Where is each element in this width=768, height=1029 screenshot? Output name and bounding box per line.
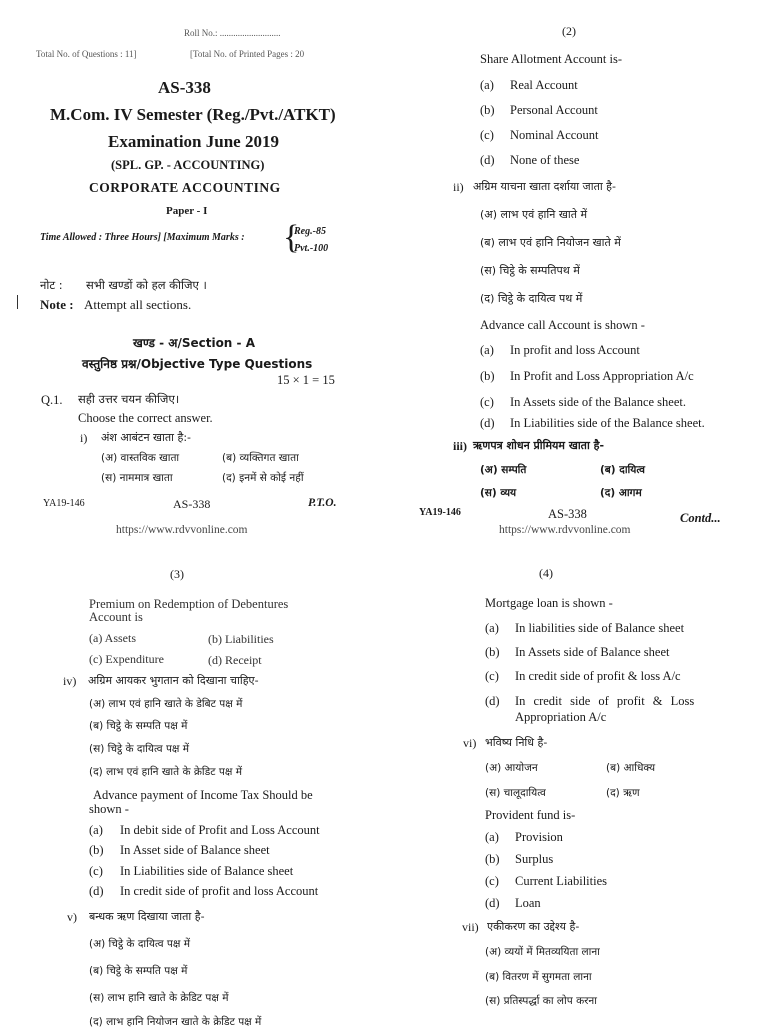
note-hindi-label: नोट : (40, 278, 63, 292)
q-iv-label: iv) (63, 674, 77, 688)
q-vi-option-d: (द) ऋण (606, 787, 640, 799)
opt-label: (a) (480, 343, 494, 357)
note-hindi: सभी खण्डों को हल कीजिए । (86, 278, 207, 292)
q-i-option-d: (द) इनमें से कोई नहीं (222, 472, 304, 484)
footer-paper-2: AS-338 (548, 507, 587, 521)
section-heading: खण्ड - अ/Section - A (133, 336, 255, 350)
page-number: (4) (539, 566, 553, 580)
q-v-label: v) (67, 910, 77, 924)
paper-code: AS-338 (158, 78, 211, 97)
q-vi-option-en-c: Current Liabilities (515, 874, 607, 888)
q-ii-hindi-c: (स) चिट्ठे के सम्पतिपथ में (480, 264, 580, 277)
roll-no: Roll No.: ........................... (184, 28, 281, 38)
question-en-line-2: Account is (89, 610, 143, 624)
opt-label: (a) (485, 830, 499, 844)
margin-mark (17, 295, 18, 309)
q-iii-text: ऋणपत्र शोधन प्रीमियम खाता है- (473, 439, 605, 452)
page-number: (2) (562, 24, 576, 38)
q-i-text: अंश आबंटन खाता है:- (101, 431, 192, 444)
q-vii-option-c: (स) प्रतिस्पर्द्धा का लोप करना (485, 995, 597, 1007)
url-left[interactable]: https://www.rdvvonline.com (116, 524, 248, 536)
option-b: (b) Liabilities (208, 632, 274, 646)
opt-label: (b) (89, 843, 104, 857)
footer-code: YA19-146 (419, 507, 461, 518)
time-marks: Time Allowed : Three Hours] [Maximum Marks : (40, 232, 245, 243)
opt-label: (d) (480, 416, 495, 430)
q-vi-option-b: (ब) आधिक्य (606, 762, 656, 774)
section-subheading: वस्तुनिष्ठ प्रश्न/Objective Type Questions (82, 357, 313, 371)
option-a: In liabilities side of Balance sheet (515, 621, 685, 635)
opt-label: (c) (89, 864, 103, 878)
q-vii-option-b: (ब) वितरण में सुगमता लाना (485, 971, 592, 983)
opt-label: (a) (89, 823, 103, 837)
q-ii-text: अग्रिम याचना खाता दर्शाया जाता है- (473, 180, 616, 193)
note-en: Attempt all sections. (84, 297, 192, 312)
opt-label: (a) (480, 78, 494, 92)
q-iv-english-line-1: Advance payment of Income Tax Should be (93, 788, 313, 802)
q-vi-label: vi) (463, 736, 477, 750)
q-v-hindi-d: (द) लाभ हानि नियोजन खाते के क्रेडिट पक्ष में (89, 1016, 262, 1028)
q-iv-option-a: In debit side of Profit and Loss Account (120, 823, 320, 837)
q1-label: Q.1. (41, 393, 63, 407)
q-vi-option-a: (अ) आयोजन (485, 762, 538, 774)
option-b: In Assets side of Balance sheet (515, 645, 670, 659)
url-right[interactable]: https://www.rdvvonline.com (499, 524, 631, 536)
opt-label: (d) (485, 896, 500, 910)
q-vii-label: vii) (462, 920, 479, 934)
opt-label: (b) (480, 369, 495, 383)
opt-label: (b) (485, 645, 500, 659)
course-title: M.Com. IV Semester (Reg./Pvt./ATKT) (50, 105, 336, 124)
opt-label: (c) (480, 128, 494, 142)
opt-label: (d) (89, 884, 104, 898)
opt-label: (c) (485, 874, 499, 888)
q-iv-text: अग्रिम आयकर भुगतान को दिखाना चाहिए- (88, 674, 259, 687)
q-ii-hindi-b: (ब) लाभ एवं हानि नियोजन खाते में (480, 236, 621, 249)
option-c: (c) Expenditure (89, 652, 164, 666)
marks-line: 15 × 1 = 15 (277, 373, 335, 387)
q-iv-option-b: In Asset side of Balance sheet (120, 843, 270, 857)
footer-code: YA19-146 (43, 498, 85, 509)
q-vi-text: भविष्य निधि है- (485, 736, 548, 749)
q-vi-option-en-d: Loan (515, 896, 541, 910)
q-vii-option-a: (अ) व्ययों में मितव्ययिता लाना (485, 946, 600, 958)
q-iv-option-d: In credit side of profit and loss Account (120, 884, 319, 898)
opt-label: (c) (480, 395, 494, 409)
q-iii-label: iii) (453, 439, 467, 453)
q-i-label: i) (80, 431, 88, 445)
page-4 (384, 512, 768, 1024)
option-d: (d) Receipt (208, 653, 262, 667)
q-iii-option-b: (ब) दायित्व (600, 464, 645, 476)
question-en: Share Allotment Account is- (480, 52, 622, 66)
q-ii-hindi-d: (द) चिट्ठे के दायित्व पथ में (480, 292, 583, 305)
opt-label: (b) (480, 103, 495, 117)
q-iv-hindi-b: (ब) चिट्ठे के सम्पति पक्ष में (89, 720, 188, 732)
note-en-label: Note : (40, 297, 74, 312)
question-en-line-1: Premium on Redemption of Debentures (89, 597, 289, 611)
page-3 (0, 512, 384, 1028)
q-v-hindi-b: (ब) चिट्ठे के सम्पति पक्ष में (89, 965, 188, 977)
question-en: Mortgage loan is shown - (485, 596, 613, 610)
marks-pvt: Pvt.-100 (294, 243, 329, 254)
option-b: Personal Account (510, 103, 598, 117)
q-iv-hindi-a: (अ) लाभ एवं हानि खाते के डेबिट पक्ष में (89, 698, 243, 710)
q-vii-text: एकीकरण का उद्देश्य है- (487, 920, 580, 933)
footer-contd: Contd... (680, 511, 721, 525)
q-ii-english: Advance call Account is shown - (480, 318, 645, 332)
marks-reg: Reg.-85 (294, 226, 326, 237)
q-iv-hindi-d: (द) लाभ एवं हानि खाते के क्रेडिट पक्ष में (89, 766, 242, 778)
q-iv-english-line-2: shown - (89, 802, 129, 816)
q-vi-option-c: (स) चालूदायित्व (485, 787, 546, 799)
q-v-text: बन्धक ऋण दिखाया जाता है- (89, 910, 205, 923)
opt-label: (c) (485, 669, 499, 683)
q-ii-option-b: In Profit and Loss Appropriation A/c (510, 369, 694, 383)
option-d: None of these (510, 153, 580, 167)
q-v-hindi-a: (अ) चिट्ठे के दायित्व पक्ष में (89, 938, 190, 950)
page-1 (0, 0, 384, 512)
q-ii-label: ii) (453, 180, 464, 194)
q-vi-option-en-b: Surplus (515, 852, 554, 866)
option-d: In credit side of profit & Loss (515, 694, 695, 708)
option-d-cont: Appropriation A/c (515, 710, 607, 724)
paper-number: Paper - I (166, 205, 208, 217)
q-ii-option-a: In profit and loss Account (510, 343, 640, 357)
q-ii-hindi-a: (अ) लाभ एवं हानि खाते में (480, 208, 588, 221)
q-iv-hindi-c: (स) चिट्ठे के दायित्व पक्ष में (89, 743, 190, 755)
option-c: Nominal Account (510, 128, 599, 142)
q-iii-option-c: (स) व्यय (480, 487, 517, 499)
q-vi-english: Provident fund is- (485, 808, 576, 822)
exam-title: Examination June 2019 (108, 132, 279, 151)
option-c: In credit side of profit & loss A/c (515, 669, 681, 683)
q-iii-option-a: (अ) सम्पति (480, 464, 527, 476)
page-number: (3) (170, 567, 184, 581)
q-vi-option-en-a: Provision (515, 830, 563, 844)
total-pages: [Total No. of Printed Pages : 20 (190, 49, 305, 59)
option-a: (a) Assets (89, 631, 136, 645)
q1-english: Choose the correct answer. (78, 411, 213, 425)
q-ii-option-c: In Assets side of the Balance sheet. (510, 395, 686, 409)
q1-hindi: सही उत्तर चयन कीजिए। (78, 392, 180, 406)
subject-title: CORPORATE ACCOUNTING (89, 180, 281, 195)
brace: { (283, 219, 300, 256)
q-ii-option-d: In Liabilities side of the Balance sheet. (510, 416, 705, 430)
q-v-hindi-c: (स) लाभ हानि खाते के क्रेडिट पक्ष में (89, 992, 229, 1004)
option-a: Real Account (510, 78, 578, 92)
opt-label: (a) (485, 621, 499, 635)
opt-label: (d) (480, 153, 495, 167)
q-i-option-c: (स) नाममात्र खाता (101, 472, 173, 484)
q-iii-option-d: (द) आगम (600, 487, 642, 499)
q-i-option-b: (ब) व्यक्तिगत खाता (222, 452, 299, 464)
q-i-option-a: (अ) वास्तविक खाता (101, 452, 180, 464)
total-questions: Total No. of Questions : 11] (36, 49, 137, 59)
opt-label: (d) (485, 694, 500, 708)
q-iv-option-c: In Liabilities side of Balance sheet (120, 864, 294, 878)
group-title: (SPL. GP. - ACCOUNTING) (111, 158, 265, 172)
opt-label: (b) (485, 852, 500, 866)
footer-pto: P.T.O. (308, 497, 337, 509)
footer-paper: AS-338 (173, 497, 211, 511)
